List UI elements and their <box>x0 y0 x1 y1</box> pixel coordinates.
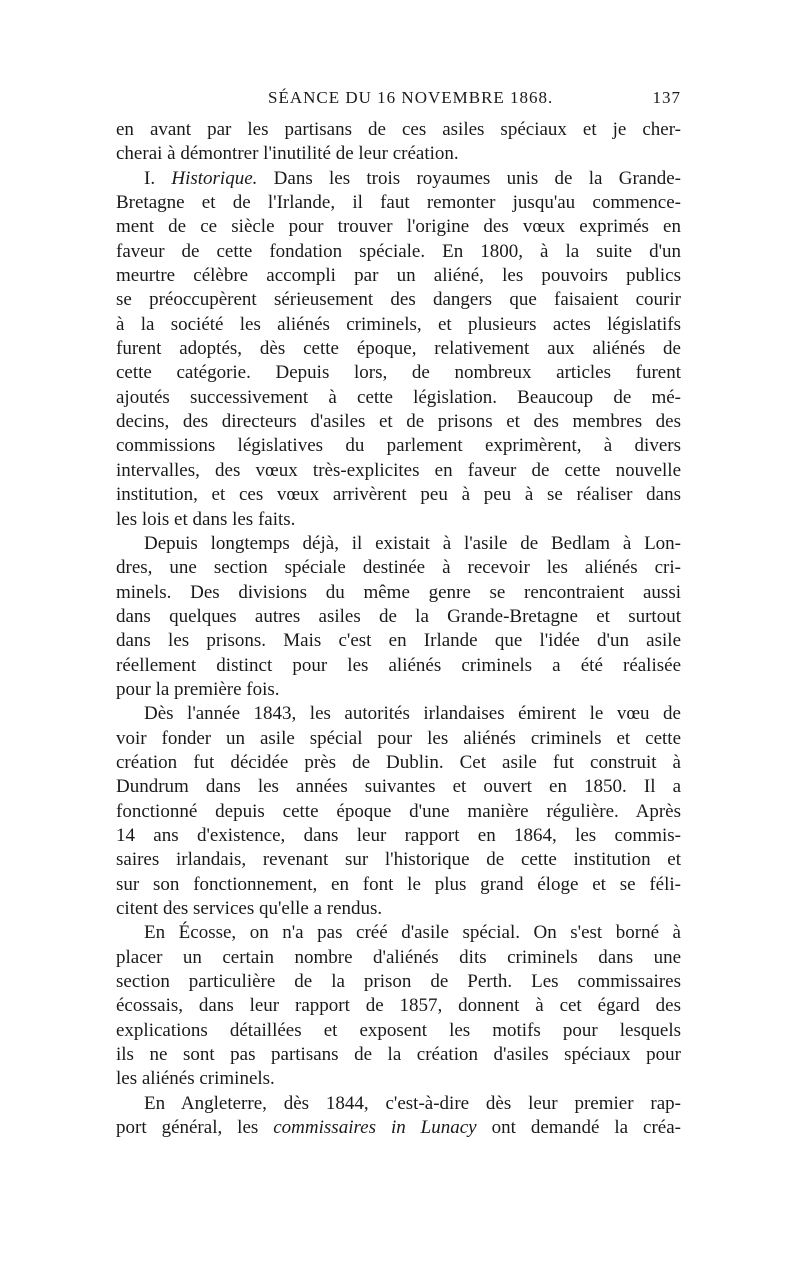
text-line <box>116 800 681 824</box>
text-line <box>116 727 681 751</box>
text-line <box>116 337 681 361</box>
text-line <box>116 581 681 605</box>
line-text: écossais, dans leur rapport de 1857, donnent à cet égard des <box>116 995 681 1017</box>
text-line <box>116 605 681 629</box>
text-line <box>116 288 681 312</box>
text-line <box>116 629 681 653</box>
line-text: ont demandé la créa- <box>476 1117 681 1139</box>
line-text: création fut décidée près de Dublin. Cet asile fut construit à <box>116 751 681 773</box>
text-line <box>116 654 681 678</box>
line-text: Depuis longtemps déjà, il existait à l'asile de Bedlam à Lon- <box>144 532 681 554</box>
text-line <box>116 1092 681 1116</box>
page-number: 137 <box>652 88 681 107</box>
text-line <box>116 215 681 239</box>
line-text: les aliénés criminels. <box>116 1068 275 1090</box>
text-line <box>116 1019 681 1043</box>
section-heading: Historique. <box>171 167 258 189</box>
text-line <box>116 410 681 434</box>
line-text: port général, les <box>116 1117 274 1139</box>
text-line <box>116 313 681 337</box>
body-text <box>116 118 681 1140</box>
line-text: Dans les trois royaumes unis de la Grande- <box>257 167 681 189</box>
line-text: les lois et dans les faits. <box>116 508 296 530</box>
text-line <box>116 994 681 1018</box>
text-line <box>116 240 681 264</box>
text-line <box>116 1116 681 1140</box>
line-text: intervalles, des vœux très-explicites en faveur de cette nouvelle <box>116 459 681 481</box>
line-text: en avant par les partisans de ces asiles spéciaux et je cher- <box>116 119 681 140</box>
line-text: voir fonder un asile spécial pour les aliénés criminels et cette <box>116 727 681 749</box>
text-line <box>116 921 681 945</box>
line-text: Dundrum dans les années suivantes et ouvert en 1850. Il a <box>116 776 681 798</box>
text-line <box>116 508 681 532</box>
line-text: réellement distinct pour les aliénés criminels a été réalisée <box>116 654 681 676</box>
text-line <box>116 702 681 726</box>
line-text: ils ne sont pas partisans de la création d'asiles spéciaux pour <box>116 1044 681 1066</box>
line-text: institution, et ces vœux arrivèrent peu à peu à se réaliser dans <box>116 484 681 506</box>
text-line <box>116 751 681 775</box>
line-text: dans quelques autres asiles de la Grande-Bretagne et surtout <box>116 605 681 627</box>
line-text: se préoccupèrent sérieusement des dangers que faisaient courir <box>116 289 681 311</box>
text-line <box>116 264 681 288</box>
line-text: meurtre célèbre accompli par un aliéné, les pouvoirs publics <box>116 265 681 287</box>
text-line <box>116 386 681 410</box>
line-text: faveur de cette fondation spéciale. En 1800, à la suite d'un <box>116 240 681 262</box>
text-line <box>116 678 681 702</box>
line-text: furent adoptés, dès cette époque, relativement aux aliénés de <box>116 338 681 360</box>
text-line <box>116 775 681 799</box>
text-line <box>116 946 681 970</box>
text-line <box>116 142 681 166</box>
line-text: placer un certain nombre d'aliénés dits criminels dans une <box>116 946 681 968</box>
line-text: commissions législatives du parlement exprimèrent, à divers <box>116 435 681 457</box>
text-line <box>116 434 681 458</box>
line-text: pour la première fois. <box>116 678 280 700</box>
line-text: minels. Des divisions du même genre se rencontraient aussi <box>116 581 681 603</box>
line-text: 14 ans d'existence, dans leur rapport en 1864, les commis- <box>116 824 681 846</box>
book-page <box>116 88 681 1140</box>
text-line <box>116 483 681 507</box>
line-text: decins, des directeurs d'asiles et de prisons et des membres des <box>116 411 681 433</box>
line-text: Dès l'année 1843, les autorités irlandaises émirent le vœu de <box>144 703 681 725</box>
text-line <box>116 167 681 191</box>
text-line <box>116 970 681 994</box>
running-header <box>116 88 681 118</box>
line-text: à la société les aliénés criminels, et plusieurs actes législatifs <box>116 313 681 335</box>
text-line <box>116 824 681 848</box>
line-text: dans les prisons. Mais c'est en Irlande que l'idée d'un asile <box>116 630 681 652</box>
text-line <box>116 873 681 897</box>
text-line <box>116 532 681 556</box>
text-line <box>116 556 681 580</box>
section-number: I. <box>144 167 172 189</box>
text-line <box>116 191 681 215</box>
line-text: cherai à démontrer l'inutilité de leur création. <box>116 143 459 165</box>
text-line <box>116 897 681 921</box>
line-text: ajoutés successivement à cette législation. Beaucoup de mé- <box>116 386 681 408</box>
text-line <box>116 118 681 142</box>
line-text: En Écosse, on n'a pas créé d'asile spécial. On s'est borné à <box>144 922 681 944</box>
line-text: explications détaillées et exposent les motifs pour lesquels <box>116 1019 681 1041</box>
line-text: section particulière de la prison de Perth. Les commissaires <box>116 971 681 993</box>
line-text: cette catégorie. Depuis lors, de nombreux articles furent <box>116 362 681 384</box>
running-title: SÉANCE DU 16 NOVEMBRE 1868. <box>268 88 554 107</box>
text-line <box>116 459 681 483</box>
line-text: saires irlandais, revenant sur l'historique de cette institution et <box>116 849 681 871</box>
text-line <box>116 361 681 385</box>
line-text: citent des services qu'elle a rendus. <box>116 898 383 919</box>
line-text: sur son fonctionnement, en font le plus grand éloge et se féli- <box>116 873 681 895</box>
text-line <box>116 1067 681 1091</box>
line-text: En Angleterre, dès 1844, c'est-à-dire dès leur premier rap- <box>144 1092 681 1114</box>
italic-phrase: commissaires in Lunacy <box>273 1117 477 1139</box>
line-text: Bretagne et de l'Irlande, il faut remonter jusqu'au commence- <box>116 192 681 214</box>
text-line <box>116 848 681 872</box>
line-text: ment de ce siècle pour trouver l'origine des vœux exprimés en <box>116 216 681 238</box>
line-text: dres, une section spéciale destinée à recevoir les aliénés cri- <box>116 557 681 579</box>
text-line <box>116 1043 681 1067</box>
line-text: fonctionné depuis cette époque d'une manière régulière. Après <box>116 800 681 822</box>
